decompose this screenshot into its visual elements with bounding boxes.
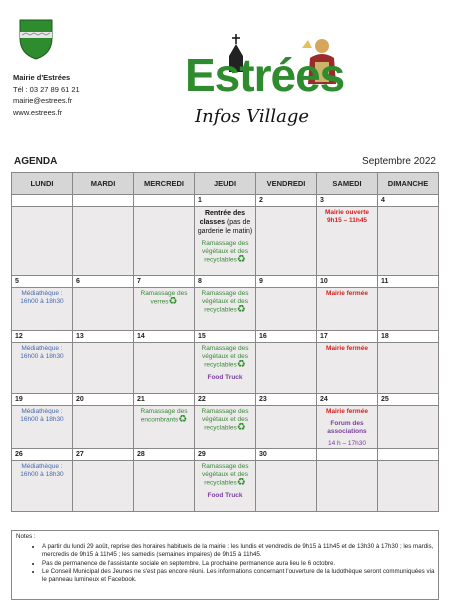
recycle-icon: ♻ <box>178 414 188 425</box>
day-number-cell <box>256 394 317 406</box>
day-number: 18 <box>381 333 389 340</box>
event-text: Mairie fermée <box>326 345 368 352</box>
estrees-logo <box>183 36 348 136</box>
recycle-icon: ♻ <box>236 359 246 370</box>
event-text: Food Truck <box>207 491 243 499</box>
day-events-cell <box>73 406 134 449</box>
day-number: 28 <box>137 451 145 458</box>
calendar-event <box>317 438 377 448</box>
mairie-web[interactable]: www.estrees.fr <box>13 107 63 117</box>
event-text: Ramassage des verres <box>140 290 188 306</box>
event-text: Mairie fermée <box>326 290 368 297</box>
calendar-event <box>195 343 255 370</box>
day-number: 22 <box>198 396 206 403</box>
recycle-icon: ♻ <box>168 296 178 307</box>
event-text: Médiathèque : 16h00 à 18h30 <box>20 290 64 305</box>
day-number: 11 <box>381 278 389 285</box>
day-number-cell <box>195 331 256 343</box>
calendar-event <box>195 490 255 500</box>
day-events-cell <box>378 461 439 512</box>
day-number: 8 <box>198 278 202 285</box>
day-number: 26 <box>15 451 23 458</box>
day-number-cell <box>134 195 195 207</box>
calendar-event <box>317 418 377 436</box>
event-text: Ramassage des encombrants <box>140 408 188 424</box>
event-text: Ramassage des végétaux et des recyclables <box>201 240 249 264</box>
week-number-row <box>12 394 439 406</box>
day-events-cell <box>317 406 378 449</box>
recycle-icon: ♻ <box>236 477 246 488</box>
notes-title: Notes : <box>16 533 36 540</box>
week-events-row <box>12 461 439 512</box>
calendar-event <box>12 343 72 361</box>
event-bold-text: Rentrée des classes <box>199 210 246 226</box>
agenda-month: Septembre 2022 <box>362 156 436 167</box>
day-events-cell <box>73 288 134 331</box>
day-events-cell <box>73 461 134 512</box>
day-number-cell <box>195 195 256 207</box>
day-number: 12 <box>15 333 23 340</box>
event-text: 14 h – 17h30 <box>328 440 366 447</box>
day-header: VENDREDI <box>256 173 317 195</box>
day-events-cell <box>256 461 317 512</box>
day-number-cell <box>256 331 317 343</box>
event-text: Ramassage des végétaux et des recyclables <box>201 408 249 432</box>
day-events-cell <box>317 343 378 394</box>
day-number: 2 <box>259 197 263 204</box>
day-number-cell <box>195 449 256 461</box>
week-number-row <box>12 195 439 207</box>
day-number-cell <box>73 394 134 406</box>
week-events-row <box>12 288 439 331</box>
day-number: 16 <box>259 333 267 340</box>
day-events-cell <box>378 343 439 394</box>
day-number: 14 <box>137 333 145 340</box>
logo-title: Estrées <box>185 49 345 101</box>
day-number-cell <box>195 394 256 406</box>
recycle-icon: ♻ <box>236 254 246 265</box>
day-number: 10 <box>320 278 328 285</box>
day-events-cell <box>12 288 73 331</box>
day-events-cell <box>195 406 256 449</box>
day-header: SAMEDI <box>317 173 378 195</box>
day-number-cell <box>134 449 195 461</box>
event-text: Médiathèque : 16h00 à 18h30 <box>20 345 64 360</box>
calendar-event <box>195 207 255 236</box>
day-events-cell <box>134 207 195 276</box>
day-events-cell <box>73 207 134 276</box>
day-events-cell <box>12 406 73 449</box>
day-events-cell <box>73 343 134 394</box>
day-events-cell <box>195 288 256 331</box>
day-number: 23 <box>259 396 267 403</box>
event-text: Food Truck <box>207 373 243 381</box>
day-number: 24 <box>320 396 328 403</box>
day-events-cell <box>317 288 378 331</box>
day-number-cell <box>134 276 195 288</box>
day-number: 27 <box>76 451 84 458</box>
day-events-cell <box>12 343 73 394</box>
day-number-cell <box>378 195 439 207</box>
day-number: 17 <box>320 333 328 340</box>
calendar-event <box>317 343 377 353</box>
calendar-event <box>195 288 255 315</box>
day-number-cell <box>317 394 378 406</box>
header <box>0 0 450 150</box>
notes-box <box>11 530 439 600</box>
note-item: • Pas de permanence de l'assistante sociale en septembre. La prochaine permanence aura lieu le 6 octobre. <box>42 560 438 568</box>
day-events-cell <box>317 461 378 512</box>
day-number-cell <box>73 276 134 288</box>
calendar-body <box>12 195 439 512</box>
day-number-cell <box>317 449 378 461</box>
agenda-title: AGENDA <box>14 156 58 167</box>
day-events-cell <box>195 461 256 512</box>
day-number-cell <box>378 449 439 461</box>
logo-subtitle: Infos Village <box>195 106 310 127</box>
calendar-event <box>195 372 255 382</box>
day-events-cell <box>256 406 317 449</box>
week-events-row <box>12 343 439 394</box>
day-events-cell <box>378 288 439 331</box>
week-number-row <box>12 276 439 288</box>
note-item: • A partir du lundi 29 août, reprise des horaires habituels de la mairie : les lundis et vendredis de 9h15 à 11h45 et de 13h30 à 17h30 ; les mardis, mercredis de 9h15 à 11h45 ; les samedis (semaines impaires) de 9h15 à 11h45. <box>42 543 438 559</box>
calendar-table <box>11 172 439 512</box>
day-number: 9 <box>259 278 263 285</box>
day-events-cell <box>134 288 195 331</box>
calendar-event <box>195 461 255 488</box>
calendar-event <box>134 406 194 425</box>
event-text: Ramassage des végétaux et des recyclables <box>201 345 249 369</box>
day-events-cell <box>195 343 256 394</box>
event-text: Médiathèque : 16h00 à 18h30 <box>20 463 64 478</box>
calendar-event <box>12 288 72 306</box>
day-number: 5 <box>15 278 19 285</box>
day-number-cell <box>256 449 317 461</box>
day-number-cell <box>378 331 439 343</box>
mairie-contact <box>13 72 80 118</box>
day-number-cell <box>317 276 378 288</box>
day-events-cell <box>195 207 256 276</box>
recycle-icon: ♻ <box>236 304 246 315</box>
day-number-cell <box>378 394 439 406</box>
day-number: 13 <box>76 333 84 340</box>
day-number-cell <box>134 394 195 406</box>
week-events-row <box>12 406 439 449</box>
day-number-cell <box>317 195 378 207</box>
day-events-cell <box>378 406 439 449</box>
day-number: 3 <box>320 197 324 204</box>
event-text: Ramassage des végétaux et des recyclables <box>201 290 249 314</box>
calendar-event <box>12 461 72 479</box>
event-text: Mairie ouverte 9h15 – 11h45 <box>324 209 370 224</box>
day-number: 1 <box>198 197 202 204</box>
calendar-event <box>317 288 377 298</box>
day-events-cell <box>134 461 195 512</box>
day-events-cell <box>256 343 317 394</box>
calendar-header-row <box>12 173 439 195</box>
mairie-name: Mairie d'Estrées <box>13 73 71 82</box>
day-number: 7 <box>137 278 141 285</box>
day-number-cell <box>12 394 73 406</box>
day-events-cell <box>12 207 73 276</box>
recycle-icon: ♻ <box>236 422 246 433</box>
day-header: JEUDI <box>195 173 256 195</box>
calendar-event <box>317 207 377 225</box>
day-header: DIMANCHE <box>378 173 439 195</box>
mairie-email[interactable]: mairie@estrees.fr <box>13 96 73 105</box>
event-text: Médiathèque : 16h00 à 18h30 <box>20 408 64 423</box>
day-number: 25 <box>381 396 389 403</box>
day-events-cell <box>378 207 439 276</box>
day-header: LUNDI <box>12 173 73 195</box>
day-number-cell <box>317 331 378 343</box>
day-number: 21 <box>137 396 145 403</box>
week-number-row <box>12 331 439 343</box>
day-number-cell <box>12 195 73 207</box>
day-events-cell <box>317 207 378 276</box>
day-number-cell <box>378 276 439 288</box>
day-number-cell <box>134 331 195 343</box>
day-header: MARDI <box>73 173 134 195</box>
day-number-cell <box>12 276 73 288</box>
day-number: 15 <box>198 333 206 340</box>
calendar-event <box>12 406 72 424</box>
mairie-tel: Tél : 03 27 89 61 21 <box>13 84 80 94</box>
calendar-event <box>195 406 255 433</box>
day-number: 30 <box>259 451 267 458</box>
notes-list <box>12 543 438 584</box>
event-text: Mairie fermée <box>326 408 368 415</box>
day-number-cell <box>195 276 256 288</box>
day-events-cell <box>134 406 195 449</box>
day-events-cell <box>256 207 317 276</box>
day-events-cell <box>134 343 195 394</box>
crest-icon <box>18 18 54 60</box>
event-text: Forum des associations <box>327 420 367 435</box>
week-number-row <box>12 449 439 461</box>
week-events-row <box>12 207 439 276</box>
day-number-cell <box>73 331 134 343</box>
day-number-cell <box>256 195 317 207</box>
day-number-cell <box>73 195 134 207</box>
day-events-cell <box>12 461 73 512</box>
calendar-event <box>134 288 194 307</box>
day-events-cell <box>256 288 317 331</box>
note-item: • Le Conseil Municipal des Jeunes ne s'est pas encore réuni. Les informations concernant l'ouverture de la ludothèque seront communiquées via le panneau lumineux et Facebook. <box>42 568 438 584</box>
day-number: 4 <box>381 197 385 204</box>
calendar-event <box>317 406 377 416</box>
day-number-cell <box>256 276 317 288</box>
day-number: 6 <box>76 278 80 285</box>
day-number-cell <box>73 449 134 461</box>
day-number: 29 <box>198 451 206 458</box>
event-text: Ramassage des végétaux et des recyclables <box>201 463 249 487</box>
day-number-cell <box>12 449 73 461</box>
calendar-event <box>195 238 255 265</box>
day-number: 19 <box>15 396 23 403</box>
day-header: MERCREDI <box>134 173 195 195</box>
event-text: (pas de garderie le matin) <box>197 219 253 235</box>
day-number: 20 <box>76 396 84 403</box>
day-number-cell <box>12 331 73 343</box>
